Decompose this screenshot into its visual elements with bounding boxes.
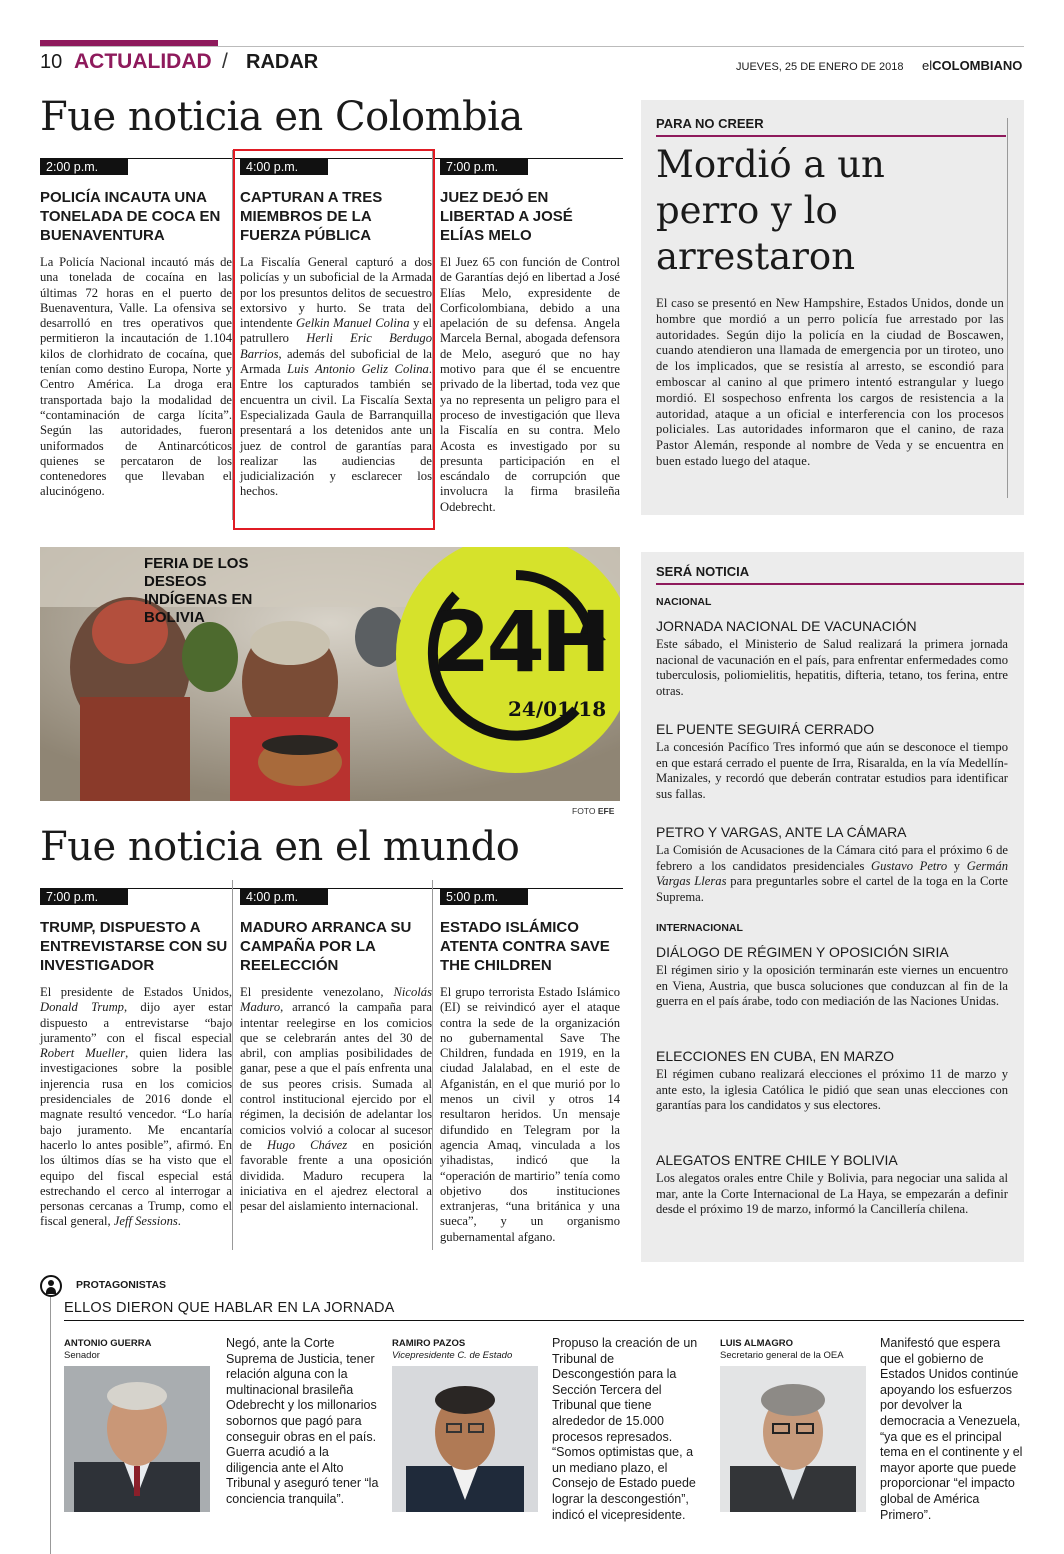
item-headline: ELECCIONES EN CUBA, EN MARZO: [656, 1048, 895, 1064]
article-body: El grupo terrorista Estado Islámico (EI) se reivindicó ayer el ataque contra la sede de la organización no gubernamental Save The Children, fundada en 1919, en la ciudad Jalalabad, en el este de Afganistán, en el que murió por lo menos un civil y otros 14 resultaron heridos. Un mensaje difundido en Telegram por la agencia Amaq, vinculada a los yihadistas, indicó que la “operación de martirio” tenía como objetivo dos instituciones extranjeras, “una británica y una sueca”, y un organismo gubernamental afgano.: [440, 985, 620, 1244]
protagonistas-rule: [64, 1320, 1024, 1321]
box-divider: [1007, 118, 1008, 498]
para-no-creer-box: [641, 100, 1024, 515]
avatar-pazos: [392, 1366, 538, 1512]
time-badge: 4:00 p.m.: [240, 159, 328, 175]
avatar-almagro: [720, 1366, 866, 1512]
mundo-article-2: [240, 888, 432, 1214]
item-body: El régimen sirio y la oposición terminarán este viernes un encuentro en Viena, Austria, que busca soluciones que conduzcan al fin de la guerra en el país árabe, todo con mediación de las Naciones Unidas.: [656, 963, 1008, 1008]
sera-noticia-item: [656, 1152, 1008, 1218]
column-divider: [432, 880, 433, 1250]
article-body: El Juez 65 con función de Control de Garantías dejó en libertad a José Elías Melo, expresidente de Corficolombiana, debido a una apelación de su defensa. Angela Marcela Bernal, abogada defensora de Melo, aseguró que no hay motivo para que él se encuentre privado de la libertad, toda vez que ya no representa un peligro para el proceso de investigación que lleva la Fiscalía en su contra. Melo Acosta es investigado por su presunta participación en el escándalo de corrupción que involucra la firma brasileña Odebrecht.: [440, 255, 620, 514]
time-badge: 5:00 p.m.: [440, 889, 528, 905]
section-name: ACTUALIDAD: [74, 50, 212, 73]
item-body: Este sábado, el Ministerio de Salud realizará la primera jornada nacional de vacunación en el país, para enfrentar enfermedades como tuberculosis, poliomielitis, hepatitis, difteria, tetano, tos ferina, entre otras.: [656, 637, 1008, 698]
article-headline: CAPTURAN A TRES MIEMBROS DE LA FUERZA PÚBLICA: [240, 189, 383, 244]
sera-noticia-item: [656, 618, 1008, 699]
time-badge: 2:00 p.m.: [40, 159, 128, 175]
para-no-creer-headline: Mordió a un perro y lo arrestaron: [656, 143, 885, 278]
issue-date: JUEVES, 25 DE ENERO DE 2018: [736, 61, 904, 73]
tag-rule: [656, 583, 1024, 585]
category-nacional: NACIONAL: [656, 596, 712, 608]
time-badge: 7:00 p.m.: [440, 159, 528, 175]
article-headline: ESTADO ISLÁMICO ATENTA CONTRA SAVE THE CHILDREN: [440, 919, 610, 974]
colombia-article-3: [440, 158, 620, 515]
brand-logo: elCOLOMBIANO: [922, 58, 1023, 73]
item-body: La concesión Pacífico Tres informó que aún se desconoce el tiempo en que estará cerrado el puente de Irra, Risaralda, en la vía Medellín-Manizales, y recordó que deberán contratar estudios para identificar sus fallas.: [656, 740, 1008, 801]
para-no-creer-body: El caso se presentó en New Hampshire, Estados Unidos, donde un hombre que mordió a un perro policía fue arrestado por las autoridades. Según dijo la policía en la ciudad de Boscawen, cuando atendieron una llamada de emergencia por un tiroteo, uno de los implicados, que se resistía al arresto, se escondió para emboscar al canino al que primero intentó estrangular y luego mordió. El sospechoso enfrenta los cargos de resistencia a la autoridad, ataque a un oficial e interferencia con los procesos policiales. Las autoridades informaron que el canino, de raza Pastor Alemán, responde al nombre de Veda y se encuentra en buen estado luego del ataque.: [656, 296, 1004, 468]
article-body: La Policía Nacional incautó más de una tonelada de cocaína en las últimas 72 horas en el puerto de Buenaventura, Valle. La ofensiva se desarrolló en tres operativos que permitieron la incautación de 1.104 kilos de clorhidrato de cocaína, que tenían como destino Europa, Norte y Centro América. La droga era transportada bajo la modalidad de “contaminación de carga lícita”. Según las autoridades, fueron uniformados de Antinarcóticos quienes se percataron de los contenedores que llevaban el alucinógeno.: [40, 255, 232, 499]
person-name: RAMIRO PAZOS: [392, 1338, 466, 1349]
person-role: Senador: [64, 1350, 100, 1361]
protagonistas-tag: PROTAGONISTAS: [76, 1279, 167, 1291]
item-headline: EL PUENTE SEGUIRÁ CERRADO: [656, 721, 875, 737]
para-no-creer-tag: PARA NO CREER: [656, 116, 764, 131]
badge-date: 24/01/18: [508, 697, 607, 721]
item-body: Los alegatos orales entre Chile y Bolivia, para negociar una salida al mar, ante la Corte Internacional de La Haya, se empezarán a definir desde el próximo 19 de marzo, informó la Cancillería chilena.: [656, 1171, 1008, 1216]
category-internacional: INTERNACIONAL: [656, 922, 743, 934]
column-divider: [232, 880, 233, 1250]
article-headline: JUEZ DEJÓ EN LIBERTAD A JOSÉ ELÍAS MELO: [440, 189, 573, 244]
badge-text: 24H: [432, 593, 608, 691]
colombia-article-2: [240, 158, 432, 500]
tag-rule: [656, 135, 1006, 137]
subsection-name: RADAR: [246, 51, 319, 73]
mundo-title: Fue noticia en el mundo: [40, 824, 520, 870]
protagonistas-vline: [50, 1297, 51, 1554]
time-badge: 4:00 p.m.: [240, 889, 328, 905]
article-headline: TRUMP, DISPUESTO A ENTREVISTARSE CON SU INVESTIGADOR: [40, 919, 228, 974]
person-role: Vicepresidente C. de Estado: [392, 1350, 513, 1361]
article-body: El presidente venezolano, Nicolás Maduro, arrancó la campaña para intentar reelegirse en los comicios que se celebrarán antes del 30 de abril, con amplias posibilidades de ganar, pese a que el país enfrenta una de sus peores crisis. Sumada al control institucional ejercido por el régimen, la decisión de adelantar los comicios volvió a colocar al sucesor de Hugo Chávez en posición favorable frente a una oposición dividida. Maduro recupera la iniciativa en el ajedrez electoral a pesar del aislamiento internacional.: [240, 985, 432, 1214]
article-body: La Fiscalía General capturó a dos policías y un suboficial de la Armada por los presuntos delitos de secuestro extorsivo y hurto. Se trata del intendente Gelkin Manuel Colina y el patrullero Herli Eric Berdugo Barrios, además del suboficial de la Armada Luis Antonio Geliz Colina. Entre los capturados también se encuentra un civil. La Fiscalía Sexta Especializada Gaula de Barranquilla presentará a los detenidos ante un juez de control de garantías para realizar las audiencias de judicialización y esclarecer los hechos.: [240, 255, 433, 499]
person-quote: Manifestó que espera que el gobierno de Estados Unidos continúe apoyando los esfuerzos por devolver la democracia a Venezuela, “ya que es el principal tema en el continente y el mayor aporte que puede proporcionar “el impacto global de América Primero”.: [880, 1336, 1023, 1522]
colombia-title: Fue noticia en Colombia: [40, 94, 523, 140]
mundo-article-1: [40, 888, 232, 1230]
sera-noticia-item: [656, 1048, 1008, 1114]
sera-noticia-box: [641, 552, 1024, 1262]
person-name: ANTONIO GUERRA: [64, 1338, 152, 1349]
article-headline: POLICÍA INCAUTA UNA TONELADA DE COCA EN BUENAVENTURA: [40, 189, 221, 244]
item-headline: DIÁLOGO DE RÉGIMEN Y OPOSICIÓN SIRIA: [656, 944, 949, 960]
item-body: La Comisión de Acusaciones de la Cámara citó para el próximo 6 de febrero a los candidatos presidenciales Gustavo Petro y Germán Vargas Lleras para preguntarles sobre el cartel de la toga en la Corte Suprema.: [656, 843, 1008, 904]
bolivia-photo: [40, 547, 620, 801]
sera-noticia-tag: SERÁ NOTICIA: [656, 564, 750, 579]
section-separator: /: [222, 50, 228, 73]
sera-noticia-item: [656, 944, 1008, 1010]
colombia-article-1: [40, 158, 232, 500]
avatar-guerra: [64, 1366, 210, 1512]
person-role: Secretario general de la OEA: [720, 1350, 844, 1361]
24h-badge: [396, 547, 620, 773]
person-quote: Negó, ante la Corte Suprema de Justicia, tener relación alguna con la multinacional brasileña Odebrecht y los millonarios sobornos que pagó para conseguir obras en el país. Guerra acudió a la diligencia ante el Alto Tribunal y aseguró tener “la conciencia tranquila”.: [226, 1336, 379, 1506]
sera-noticia-item: [656, 824, 1008, 905]
person-icon: [40, 1275, 62, 1297]
item-headline: ALEGATOS ENTRE CHILE Y BOLIVIA: [656, 1152, 898, 1168]
article-headline: MADURO ARRANCA SU CAMPAÑA POR LA REELECCIÓN: [240, 919, 412, 974]
photo-credit: FOTO EFE: [572, 806, 615, 816]
person-name: LUIS ALMAGRO: [720, 1338, 794, 1349]
sera-noticia-item: [656, 721, 1008, 802]
page-number: 10: [40, 51, 63, 73]
photo-caption: FERIA DE LOS DESEOS INDÍGENAS EN BOLIVIA: [144, 555, 253, 626]
item-headline: PETRO Y VARGAS, ANTE LA CÁMARA: [656, 824, 907, 840]
article-body: El presidente de Estados Unidos, Donald Trump, dijo ayer estar dispuesto a entrevistarse “bajo juramento” con el fiscal especial Robert Mueller, quien lidera las investigaciones sobre la posible injerencia rusa en los comicios presidenciales de 2016 donde el magnate resultó vencedor. “Lo haría bajo juramento. Me encantaría hacerlo lo antes posible”, afirmó. En los últimos días se ha visto que el equipo del fiscal especial está estrechando el cerco al interrogar a personas cercanas a Trump, como el fiscal general, Jeff Sessions.: [40, 985, 233, 1229]
protagonistas-subtitle: ELLOS DIERON QUE HABLAR EN LA JORNADA: [64, 1300, 395, 1316]
header-rule: [40, 46, 1024, 47]
time-badge: 7:00 p.m.: [40, 889, 128, 905]
item-body: El régimen cubano realizará elecciones el próximo 11 de marzo y ante esto, la iglesia Católica le pidió que sean unas elecciones con garantías para los candidatos y sus electores.: [656, 1067, 1008, 1112]
mundo-article-3: [440, 888, 620, 1245]
item-headline: JORNADA NACIONAL DE VACUNACIÓN: [656, 618, 917, 634]
person-quote: Propuso la creación de un Tribunal de Descongestión para la Sección Tercera del Tribunal que tiene alrededor de 15.000 procesos represados. “Somos optimistas que, a un mediano plazo, el Consejo de Estado puede lograr la descongestión”, indicó el vicepresidente.: [552, 1336, 698, 1522]
